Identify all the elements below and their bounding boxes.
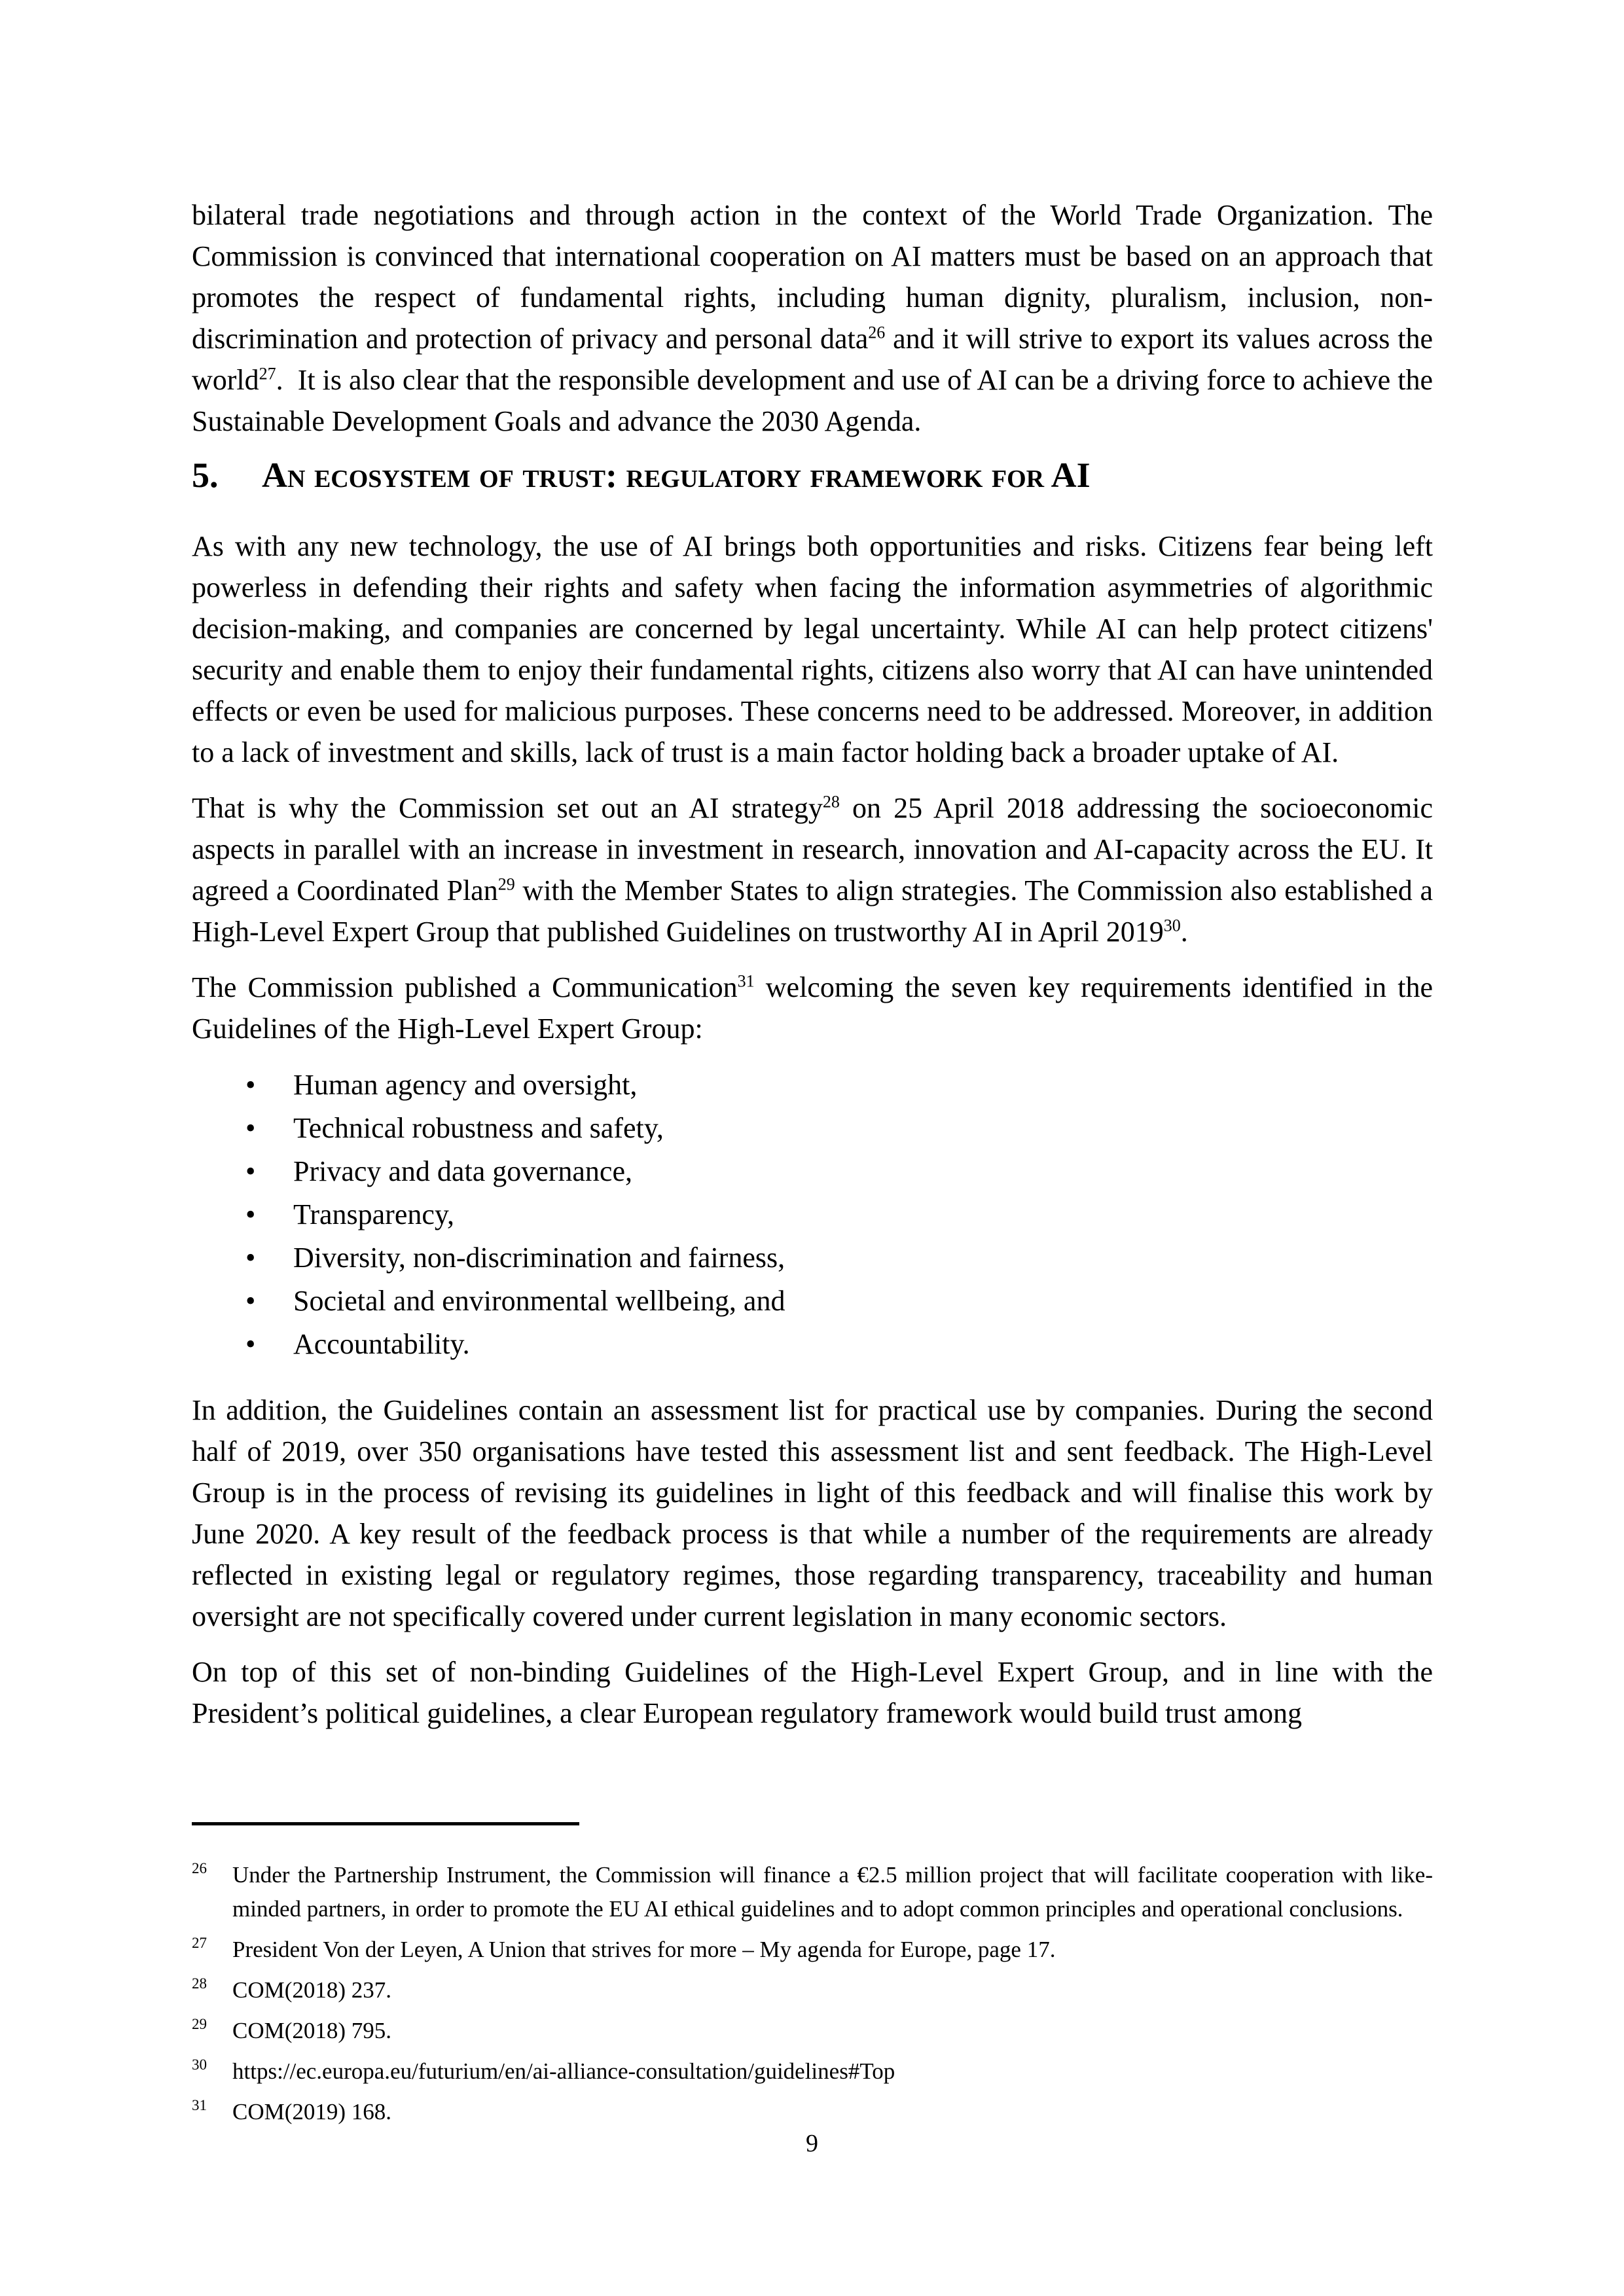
list-item-text: Privacy and data governance,	[293, 1155, 632, 1187]
footnote-separator	[192, 1822, 579, 1825]
requirements-list	[192, 1064, 1433, 1366]
footnote	[192, 1967, 1433, 2007]
paragraph-trade-cooperation: bilateral trade negotiations and through action in the context of the World Trade Organization. The Commission is convinced that international cooperation on AI matters must be based on an approach that promotes the respect of fundamental rights, including human dignity, pluralism, inclusion, non-discrimination and protection of privacy and personal data$^{26}$ and it will strive to export its values across the world$^{27}$. It is also clear that the responsible development and use of AI can be a driving force to achieve the Sustainable Development Goals and advance the 2030 Agenda.	[192, 199, 1433, 437]
list-item-text: Technical robustness and safety,	[293, 1112, 664, 1144]
footnote-ref: 30	[1163, 916, 1181, 935]
list-item-text: Human agency and oversight,	[293, 1069, 638, 1101]
list-item-text: Societal and environmental wellbeing, and	[293, 1285, 785, 1317]
footnote-number: 28	[192, 1975, 207, 1992]
list-item	[192, 1323, 1433, 1366]
paragraph-regulatory-framework: On top of this set of non-binding Guidelines of the High-Level Expert Group, and in line with the President’s political guidelines, a clear European regulatory framework would build trust among	[192, 1656, 1433, 1729]
footnote-text: President Von der Leyen, A Union that strives for more – My agenda for Europe, page 17.	[232, 1937, 1056, 1962]
list-item	[192, 1150, 1433, 1193]
footnote-ref: 27	[259, 364, 276, 384]
footnote-ref: 31	[737, 971, 755, 991]
footnote	[192, 2048, 1433, 2089]
footnote-text: COM(2018) 795.	[232, 2018, 392, 2043]
footnote-number: 31	[192, 2097, 207, 2113]
list-item	[192, 1236, 1433, 1280]
paragraph-assessment-list: In addition, the Guidelines contain an assessment list for practical use by companies. During the second half of 2019, over 350 organisations have tested this assessment list and sent feedback. The High-Level Group is in the process of revising its guidelines in light of this feedback and will finalise this work by June 2020. A key result of the feedback process is that while a number of the requirements are already reflected in existing legal or regulatory regimes, those regarding transparency, traceability and human oversight are not specifically covered under current legislation in many economic sectors.	[192, 1394, 1433, 1632]
footnote	[192, 1926, 1433, 1967]
bullet-icon: •	[245, 1242, 256, 1274]
section-title: An ecosystem of trust: regulatory framework for AI	[262, 456, 1091, 495]
footnote-ref: 26	[868, 323, 886, 342]
list-item-text: Diversity, non-discrimination and fairness,	[293, 1242, 785, 1274]
footnote-number: 29	[192, 2016, 207, 2032]
footnote	[192, 1852, 1433, 1926]
page-content	[192, 194, 1433, 1734]
section-heading	[192, 456, 1433, 494]
footnote-number: 26	[192, 1860, 207, 1876]
list-item	[192, 1193, 1433, 1236]
bullet-icon: •	[245, 1285, 256, 1317]
list-item	[192, 1064, 1433, 1107]
bullet-icon: •	[245, 1069, 256, 1101]
list-item-text: Transparency,	[293, 1198, 455, 1230]
bullet-icon: •	[245, 1155, 256, 1187]
footnote-number: 30	[192, 2056, 207, 2073]
footnote-text: COM(2018) 237.	[232, 1977, 392, 2003]
bullet-icon: •	[245, 1328, 256, 1360]
footnote	[192, 2089, 1433, 2129]
footnote-text: COM(2019) 168.	[232, 2099, 392, 2125]
list-item	[192, 1280, 1433, 1323]
section-number: 5.	[192, 456, 219, 495]
paragraph-ai-strategy: That is why the Commission set out an AI strategy$^{28}$ on 25 April 2018 addressing the socioeconomic aspects in parallel with an increase in investment in research, innovation and AI-capacity across the EU. It agreed a Coordinated Plan$^{29}$ with the Member States to align strategies. The Commission also established a High-Level Expert Group that published Guidelines on trustworthy AI in April 2019$^{30}$.	[192, 792, 1433, 948]
footnote	[192, 2007, 1433, 2048]
list-item-text: Accountability.	[293, 1328, 470, 1360]
footnote-area	[192, 1822, 1433, 2129]
bullet-icon: •	[245, 1112, 256, 1144]
paragraph-opportunities-risks: As with any new technology, the use of AI brings both opportunities and risks. Citizens fear being left powerless in defending their rights and safety when facing the information asymmetries of algorithmic decision-making, and companies are concerned by legal uncertainty. While AI can help protect citizens' security and enable them to enjoy their fundamental rights, citizens also worry that AI can have unintended effects or even be used for malicious purposes. These concerns need to be addressed. Moreover, in addition to a lack of investment and skills, lack of trust is a main factor holding back a broader uptake of AI.	[192, 530, 1433, 768]
footnote-text: Under the Partnership Instrument, the Commission will finance a €2.5 million project that will facilitate cooperation with like-minded partners, in order to promote the EU AI ethical guidelines and to adopt common principles and operational conclusions.	[232, 1862, 1433, 1922]
list-item	[192, 1107, 1433, 1150]
footnote-link[interactable]: https://ec.europa.eu/futurium/en/ai-alliance-consultation/guidelines#Top	[232, 2058, 895, 2084]
footnote-ref: 29	[497, 874, 515, 894]
footnote-ref: 28	[822, 792, 840, 812]
footnote-number: 27	[192, 1935, 207, 1951]
bullet-icon: •	[245, 1198, 256, 1230]
paragraph-communication: The Commission published a Communication$^{31}$ welcoming the seven key requirements identified in the Guidelines of the High-Level Expert Group:	[192, 971, 1433, 1045]
page-number: 9	[806, 2130, 818, 2157]
